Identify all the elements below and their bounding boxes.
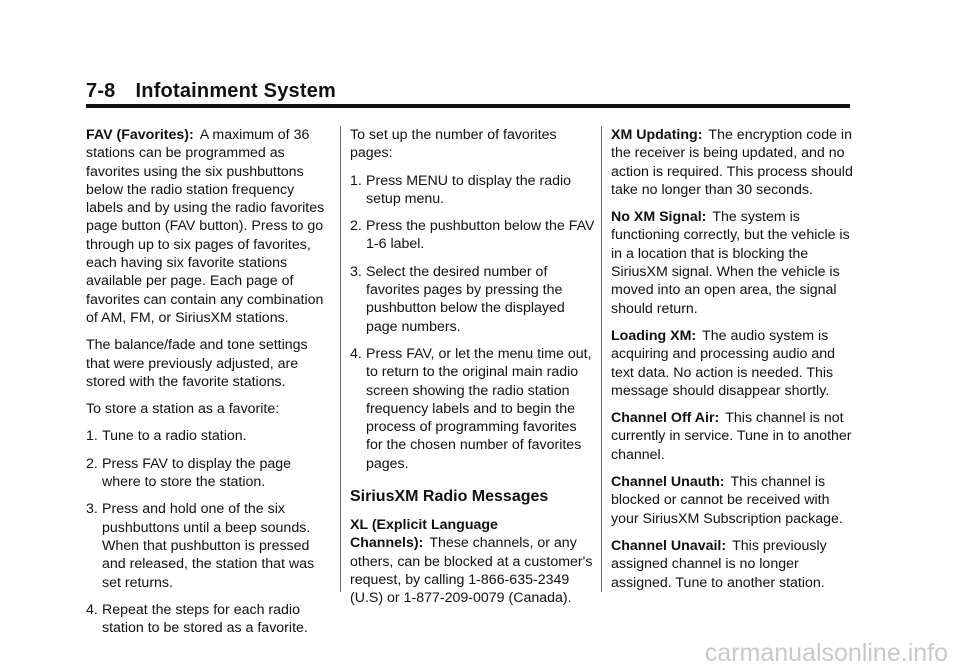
message-text: This channel is blocked or cannot be received with your SiriusXM Subscription package. [611,474,843,527]
list-item [350,172,596,209]
page-number: 7-8 [86,80,116,102]
step-text: Select the desired number of favorites pages by pressing the pushbutton below the displayed page numbers. [366,263,565,335]
message-label: No XM Signal: [611,209,707,226]
step-number: 2. [350,218,362,235]
store-intro: To store a station as a favorite: [86,401,280,418]
step-number: 1. [86,428,98,445]
store-steps [86,427,332,637]
fav-text: A maximum of 36 stations can be programmed as favorites using the six pushbuttons below the radio station frequency labels and by using the radio favorites page button (FAV button). Press to go through up to six pages of favorites, each having six favorite stations available per page. Each page of favorites can contain any combination of AM, FM, or SiriusXM stations. [86,127,325,326]
list-item [350,217,596,254]
step-number: 1. [350,172,362,189]
step-text: Press MENU to display the radio setup menu. [366,172,572,207]
message-text: The audio system is acquiring and processing audio and text data. No action is needed. This message should disappear shortly. [611,327,836,399]
message-label: Channel Unauth: [611,474,725,491]
message-label: Loading XM: [611,327,697,344]
step-number: 2. [86,455,98,472]
list-item [86,427,332,445]
balance-paragraph: The balance/fade and tone settings that were previously adjusted, are stored with the favorite stations. [86,337,308,390]
fav-label: FAV (Favorites): [86,127,194,143]
step-number: 4. [86,601,98,618]
step-number: 4. [350,345,362,362]
column-2 [350,126,596,617]
message-text: This previously assigned channel is no longer assigned. Tune to another station. [611,537,827,591]
list-item [350,345,596,473]
column-divider [601,126,602,592]
step-number: 3. [350,263,362,280]
column-divider [340,126,341,592]
message-label: Channel Unavail: [611,537,727,554]
column-3 [611,126,857,601]
list-item [86,601,332,638]
message-text: The encryption code in the receiver is being updated, and no action is required. This process should take no longer than 30 seconds. [611,127,853,198]
message-text: This channel is not currently in service. Tune in to another channel. [611,410,852,463]
header-rule [86,104,850,108]
pages-intro: To set up the number of favorites pages: [350,127,557,162]
step-text: Press and hold one of the six pushbuttons until a beep sounds. When that pushbutton is pressed and released, the station that was set returns. [102,501,315,591]
list-item [86,500,332,591]
message-label: Channel Off Air: [611,410,720,427]
step-number: 3. [86,501,98,518]
list-item [86,455,332,492]
message-paragraph [611,473,857,528]
pages-steps [350,172,596,473]
message-paragraph [611,327,857,400]
step-text: Press FAV to display the page where to store the station. [102,455,292,491]
step-text: Repeat the steps for each radio station to be stored as a favorite. [102,601,308,637]
message-paragraph [611,126,857,199]
column-1 [86,126,332,646]
step-text: Press FAV, or let the menu time out, to return to the original main radio screen showing the radio station frequency labels and to begin the process of programming favorites for the chosen number of favorites pages. [366,345,592,472]
step-text: Tune to a radio station. [102,428,247,445]
xl-paragraph [350,516,596,607]
message-paragraph [611,537,857,592]
xl-label: XL (Explicit Language Channels): [350,517,498,552]
list-item [350,263,596,336]
watermark: carmanualsonline.info [704,639,948,667]
messages-heading: SiriusXM Radio Messages [350,488,549,506]
fav-paragraph [86,126,332,327]
page-header [86,80,336,103]
xl-text: These channels, or any others, can be blocked at a customer's request, by calling 1-866-635-2349 (U.S) or 1-877-209-0079 (Canada). [350,535,593,607]
section-title: Infotainment System [135,80,337,102]
message-paragraph [611,208,857,318]
message-paragraph [611,409,857,464]
step-text: Press the pushbutton below the FAV 1-6 label. [366,218,595,253]
message-label: XM Updating: [611,127,703,143]
message-text: The system is functioning correctly, but the vehicle is in a location that is blocking the SiriusXM signal. When the vehicle is moved into an open area, the signal should return. [611,209,850,317]
